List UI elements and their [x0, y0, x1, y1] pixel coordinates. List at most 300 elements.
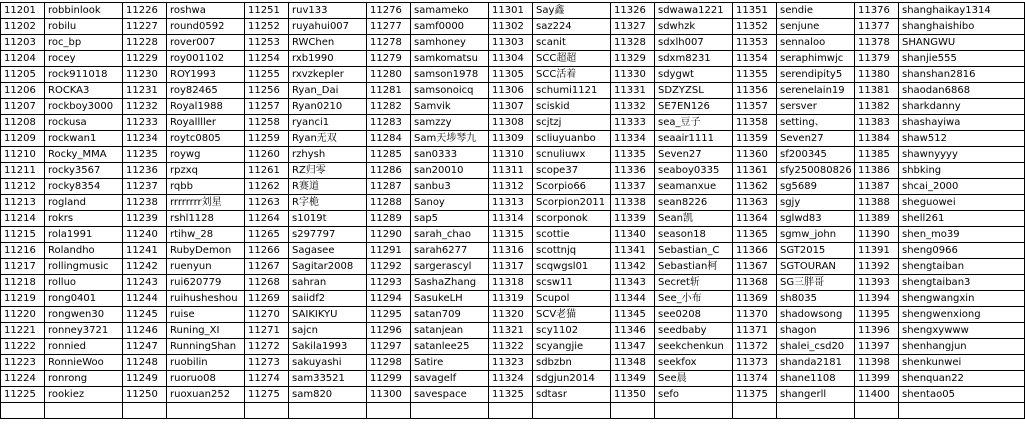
username-cell: s297797 — [289, 227, 367, 243]
username-cell: serenelain19 — [777, 83, 855, 99]
id-cell: 11265 — [245, 227, 289, 243]
username-cell: scope37 — [533, 163, 611, 179]
id-cell: 11302 — [489, 19, 533, 35]
id-cell: 11243 — [123, 275, 167, 291]
username-cell: rockboy3000 — [45, 99, 123, 115]
id-cell: 11399 — [855, 371, 899, 387]
table-row — [1, 291, 1025, 307]
username-cell: Ryan无双 — [289, 131, 367, 147]
username-cell: See晨 — [655, 371, 733, 387]
id-cell: 11248 — [123, 355, 167, 371]
id-cell: 11235 — [123, 147, 167, 163]
username-cell: senjune — [777, 19, 855, 35]
username-cell: Rolandho — [45, 243, 123, 259]
username-cell: sdtasr — [533, 387, 611, 403]
id-cell: 11239 — [123, 211, 167, 227]
table-row — [1, 99, 1025, 115]
username-cell: shane1108 — [777, 371, 855, 387]
username-cell: shadowsong — [777, 307, 855, 323]
username-cell: SCC活着 — [533, 67, 611, 83]
id-cell: 11247 — [123, 339, 167, 355]
id-cell: 11264 — [245, 211, 289, 227]
id-cell: 11241 — [123, 243, 167, 259]
username-cell: ruv133 — [289, 3, 367, 19]
id-cell: 11393 — [855, 275, 899, 291]
id-cell: 11368 — [733, 275, 777, 291]
username-cell: rock911018 — [45, 67, 123, 83]
username-cell: roshwa — [167, 3, 245, 19]
id-cell: 11226 — [123, 3, 167, 19]
id-cell: 11345 — [611, 307, 655, 323]
username-cell: Scorpion2011 — [533, 195, 611, 211]
id-cell: 11323 — [489, 355, 533, 371]
id-cell: 11252 — [245, 19, 289, 35]
id-cell: 11267 — [245, 259, 289, 275]
table-row — [1, 323, 1025, 339]
username-cell: scy1102 — [533, 323, 611, 339]
id-cell: 11398 — [855, 355, 899, 371]
id-cell: 11244 — [123, 291, 167, 307]
username-cell: rockusa — [45, 115, 123, 131]
username-cell: shell261 — [899, 211, 1025, 227]
table-row — [1, 147, 1025, 163]
username-cell: seekchenkun — [655, 339, 733, 355]
username-cell: SCC超超 — [533, 51, 611, 67]
id-cell: 11225 — [1, 387, 45, 403]
id-cell: 11246 — [123, 323, 167, 339]
username-cell: scyangjie — [533, 339, 611, 355]
username-cell: shashayiwa — [899, 115, 1025, 131]
username-cell: Sam天埗琴九 — [411, 131, 489, 147]
id-cell: 11257 — [245, 99, 289, 115]
empty-cell — [533, 403, 611, 419]
username-cell: Sean凯 — [655, 211, 733, 227]
username-cell: shcai_2000 — [899, 179, 1025, 195]
id-cell: 11256 — [245, 83, 289, 99]
username-cell: ronnied — [45, 339, 123, 355]
id-cell: 11299 — [367, 371, 411, 387]
username-cell: scqwgsl01 — [533, 259, 611, 275]
id-cell: 11320 — [489, 307, 533, 323]
username-cell: SashaZhang — [411, 275, 489, 291]
id-cell: 11269 — [245, 291, 289, 307]
id-cell: 11322 — [489, 339, 533, 355]
username-cell: rokrs — [45, 211, 123, 227]
id-cell: 11230 — [123, 67, 167, 83]
username-cell: RunningShan — [167, 339, 245, 355]
username-cell: Seven27 — [655, 147, 733, 163]
id-cell: 11282 — [367, 99, 411, 115]
username-cell: shentao05 — [899, 387, 1025, 403]
table-row — [1, 19, 1025, 35]
id-cell: 11270 — [245, 307, 289, 323]
username-cell: sdwhzk — [655, 19, 733, 35]
username-cell: rola1991 — [45, 227, 123, 243]
username-cell: samkomatsu — [411, 51, 489, 67]
id-cell: 11364 — [733, 211, 777, 227]
id-cell: 11281 — [367, 83, 411, 99]
username-cell: sam820 — [289, 387, 367, 403]
username-cell: sglwd83 — [777, 211, 855, 227]
username-cell: sdxlh007 — [655, 35, 733, 51]
username-cell: Secret斩 — [655, 275, 733, 291]
username-cell: rui620779 — [167, 275, 245, 291]
id-cell: 11371 — [733, 323, 777, 339]
username-cell: sh8035 — [777, 291, 855, 307]
id-cell: 11311 — [489, 163, 533, 179]
username-cell: shanghaishibo — [899, 19, 1025, 35]
id-cell: 11326 — [611, 3, 655, 19]
username-cell: season18 — [655, 227, 733, 243]
username-cell: shengxywww — [899, 323, 1025, 339]
id-cell: 11249 — [123, 371, 167, 387]
id-cell: 11385 — [855, 147, 899, 163]
id-cell: 11287 — [367, 179, 411, 195]
id-cell: 11309 — [489, 131, 533, 147]
username-cell: sdbzbn — [533, 355, 611, 371]
id-cell: 11375 — [733, 387, 777, 403]
empty-cell — [245, 403, 289, 419]
username-cell: rtihw_28 — [167, 227, 245, 243]
username-cell: san20010 — [411, 163, 489, 179]
id-cell: 11222 — [1, 339, 45, 355]
username-cell: shbking — [899, 163, 1025, 179]
username-cell: rollingmusic — [45, 259, 123, 275]
username-cell: s1019t — [289, 211, 367, 227]
empty-cell — [411, 403, 489, 419]
username-cell: R赛道 — [289, 179, 367, 195]
id-cell: 11236 — [123, 163, 167, 179]
id-cell: 11217 — [1, 259, 45, 275]
id-cell: 11378 — [855, 35, 899, 51]
id-cell: 11372 — [733, 339, 777, 355]
username-cell: sg5689 — [777, 179, 855, 195]
username-cell: sarah6277 — [411, 243, 489, 259]
username-cell: SAIKIKYU — [289, 307, 367, 323]
table-row — [1, 195, 1025, 211]
id-cell: 11338 — [611, 195, 655, 211]
id-cell: 11348 — [611, 355, 655, 371]
username-cell: rxb1990 — [289, 51, 367, 67]
id-cell: 11280 — [367, 67, 411, 83]
id-cell: 11396 — [855, 323, 899, 339]
username-cell: Royallller — [167, 115, 245, 131]
username-cell: shagon — [777, 323, 855, 339]
username-cell: sciskid — [533, 99, 611, 115]
table-row — [1, 179, 1025, 195]
username-cell: shengtaiban3 — [899, 275, 1025, 291]
username-cell: SGT2015 — [777, 243, 855, 259]
username-cell: robilu — [45, 19, 123, 35]
username-cell: shengwenxiong — [899, 307, 1025, 323]
id-cell: 11213 — [1, 195, 45, 211]
username-cell: samf0000 — [411, 19, 489, 35]
username-cell: shengtaiban — [899, 259, 1025, 275]
id-cell: 11272 — [245, 339, 289, 355]
id-cell: 11314 — [489, 211, 533, 227]
id-cell: 11390 — [855, 227, 899, 243]
id-cell: 11275 — [245, 387, 289, 403]
id-cell: 11255 — [245, 67, 289, 83]
id-cell: 11219 — [1, 291, 45, 307]
id-cell: 11315 — [489, 227, 533, 243]
id-cell: 11327 — [611, 19, 655, 35]
username-cell: rongwen30 — [45, 307, 123, 323]
id-cell: 11307 — [489, 99, 533, 115]
id-cell: 11278 — [367, 35, 411, 51]
id-cell: 11220 — [1, 307, 45, 323]
empty-cell — [855, 403, 899, 419]
id-cell: 11277 — [367, 19, 411, 35]
username-cell: Scupol — [533, 291, 611, 307]
id-cell: 11337 — [611, 179, 655, 195]
username-cell: sharkdanny — [899, 99, 1025, 115]
id-cell: 11229 — [123, 51, 167, 67]
id-cell: 11377 — [855, 19, 899, 35]
username-cell: scanit — [533, 35, 611, 51]
username-cell: seamanxue — [655, 179, 733, 195]
id-cell: 11291 — [367, 243, 411, 259]
username-cell: rqbb — [167, 179, 245, 195]
id-cell: 11335 — [611, 147, 655, 163]
id-cell: 11340 — [611, 227, 655, 243]
id-cell: 11207 — [1, 99, 45, 115]
id-cell: 11347 — [611, 339, 655, 355]
username-cell: see0208 — [655, 307, 733, 323]
table-row — [1, 67, 1025, 83]
username-cell: Scorpio66 — [533, 179, 611, 195]
id-cell: 11350 — [611, 387, 655, 403]
id-cell: 11216 — [1, 243, 45, 259]
username-cell: Sagitar2008 — [289, 259, 367, 275]
username-cell: ronrong — [45, 371, 123, 387]
id-cell: 11231 — [123, 83, 167, 99]
username-cell: round0592 — [167, 19, 245, 35]
username-cell: rockwan1 — [45, 131, 123, 147]
username-cell: shanda2181 — [777, 355, 855, 371]
id-cell: 11203 — [1, 35, 45, 51]
id-cell: 11266 — [245, 243, 289, 259]
id-cell: 11400 — [855, 387, 899, 403]
username-cell: sheguowei — [899, 195, 1025, 211]
id-cell: 11296 — [367, 323, 411, 339]
id-cell: 11210 — [1, 147, 45, 163]
empty-row — [1, 403, 1025, 419]
id-cell: 11204 — [1, 51, 45, 67]
empty-cell — [367, 403, 411, 419]
username-cell: Royal1988 — [167, 99, 245, 115]
username-cell: rocky3567 — [45, 163, 123, 179]
username-cell: SGTOURAN — [777, 259, 855, 275]
username-cell: seraphimwjc — [777, 51, 855, 67]
username-cell: Sebastian_C — [655, 243, 733, 259]
username-cell: Say鑫 — [533, 3, 611, 19]
empty-cell — [899, 403, 1025, 419]
user-id-table — [0, 2, 1025, 419]
username-cell: sea_豆子 — [655, 115, 733, 131]
username-cell: shanjie555 — [899, 51, 1025, 67]
username-cell: sakuyashi — [289, 355, 367, 371]
username-cell: shengwangxin — [899, 291, 1025, 307]
id-cell: 11294 — [367, 291, 411, 307]
id-cell: 11319 — [489, 291, 533, 307]
table-row — [1, 371, 1025, 387]
username-cell: sdwawa1221 — [655, 3, 733, 19]
username-cell: sersver — [777, 99, 855, 115]
username-cell: rocey — [45, 51, 123, 67]
username-cell: sfy250080826 — [777, 163, 855, 179]
id-cell: 11228 — [123, 35, 167, 51]
id-cell: 11356 — [733, 83, 777, 99]
id-cell: 11306 — [489, 83, 533, 99]
id-cell: 11273 — [245, 355, 289, 371]
id-cell: 11325 — [489, 387, 533, 403]
username-cell: ROY1993 — [167, 67, 245, 83]
id-cell: 11344 — [611, 291, 655, 307]
empty-cell — [489, 403, 533, 419]
id-cell: 11324 — [489, 371, 533, 387]
username-cell: roy001102 — [167, 51, 245, 67]
id-cell: 11233 — [123, 115, 167, 131]
username-cell: serendipity5 — [777, 67, 855, 83]
id-cell: 11354 — [733, 51, 777, 67]
id-cell: 11279 — [367, 51, 411, 67]
table-row — [1, 35, 1025, 51]
empty-cell — [289, 403, 367, 419]
username-cell: R字桅 — [289, 195, 367, 211]
username-cell: ruoruo08 — [167, 371, 245, 387]
id-cell: 11211 — [1, 163, 45, 179]
username-cell: rrrrrrrr刘星 — [167, 195, 245, 211]
id-cell: 11258 — [245, 115, 289, 131]
username-cell: ruyahui007 — [289, 19, 367, 35]
id-cell: 11305 — [489, 67, 533, 83]
id-cell: 11212 — [1, 179, 45, 195]
id-cell: 11388 — [855, 195, 899, 211]
table-row — [1, 163, 1025, 179]
id-cell: 11376 — [855, 3, 899, 19]
id-cell: 11304 — [489, 51, 533, 67]
username-cell: sefo — [655, 387, 733, 403]
username-cell: rxvzkepler — [289, 67, 367, 83]
username-cell: ruise — [167, 307, 245, 323]
username-cell: sdgjun2014 — [533, 371, 611, 387]
username-cell: ROCKA3 — [45, 83, 123, 99]
id-cell: 11297 — [367, 339, 411, 355]
id-cell: 11313 — [489, 195, 533, 211]
id-cell: 11276 — [367, 3, 411, 19]
table-row — [1, 227, 1025, 243]
username-cell: sgmw_john — [777, 227, 855, 243]
id-cell: 11260 — [245, 147, 289, 163]
id-cell: 11298 — [367, 355, 411, 371]
username-cell: SDZYZSL — [655, 83, 733, 99]
username-cell: RWChen — [289, 35, 367, 51]
id-cell: 11370 — [733, 307, 777, 323]
username-cell: roytc0805 — [167, 131, 245, 147]
id-cell: 11351 — [733, 3, 777, 19]
username-cell: sanbu3 — [411, 179, 489, 195]
username-cell: Runing_XI — [167, 323, 245, 339]
username-cell: Sanoy — [411, 195, 489, 211]
username-cell: san0333 — [411, 147, 489, 163]
id-cell: 11223 — [1, 355, 45, 371]
id-cell: 11318 — [489, 275, 533, 291]
username-cell: rogland — [45, 195, 123, 211]
id-cell: 11394 — [855, 291, 899, 307]
username-cell: SE7EN126 — [655, 99, 733, 115]
id-cell: 11352 — [733, 19, 777, 35]
id-cell: 11242 — [123, 259, 167, 275]
empty-cell — [123, 403, 167, 419]
table-row — [1, 83, 1025, 99]
id-cell: 11215 — [1, 227, 45, 243]
id-cell: 11339 — [611, 211, 655, 227]
username-cell: SHANGWU — [899, 35, 1025, 51]
id-cell: 11295 — [367, 307, 411, 323]
id-cell: 11300 — [367, 387, 411, 403]
username-cell: rpzxq — [167, 163, 245, 179]
id-cell: 11292 — [367, 259, 411, 275]
username-cell: saiidf2 — [289, 291, 367, 307]
id-cell: 11271 — [245, 323, 289, 339]
username-cell: savespace — [411, 387, 489, 403]
id-cell: 11285 — [367, 147, 411, 163]
username-cell: sap5 — [411, 211, 489, 227]
username-cell: Seven27 — [777, 131, 855, 147]
username-cell: Sagasee — [289, 243, 367, 259]
table-row — [1, 307, 1025, 323]
username-cell: rzhysh — [289, 147, 367, 163]
empty-cell — [655, 403, 733, 419]
username-cell: satanjean — [411, 323, 489, 339]
id-cell: 11374 — [733, 371, 777, 387]
username-cell: sgjy — [777, 195, 855, 211]
id-cell: 11240 — [123, 227, 167, 243]
id-cell: 11274 — [245, 371, 289, 387]
id-cell: 11268 — [245, 275, 289, 291]
username-cell: scottnjq — [533, 243, 611, 259]
username-cell: rookiez — [45, 387, 123, 403]
id-cell: 11288 — [367, 195, 411, 211]
username-cell: sheng0966 — [899, 243, 1025, 259]
username-cell: Ryan_Dai — [289, 83, 367, 99]
username-cell: sean8226 — [655, 195, 733, 211]
id-cell: 11317 — [489, 259, 533, 275]
id-cell: 11208 — [1, 115, 45, 131]
id-cell: 11332 — [611, 99, 655, 115]
id-cell: 11218 — [1, 275, 45, 291]
username-cell: roy82465 — [167, 83, 245, 99]
username-cell: satanlee25 — [411, 339, 489, 355]
id-cell: 11234 — [123, 131, 167, 147]
empty-cell — [167, 403, 245, 419]
id-cell: 11342 — [611, 259, 655, 275]
id-cell: 11353 — [733, 35, 777, 51]
id-cell: 11395 — [855, 307, 899, 323]
username-cell: Samvik — [411, 99, 489, 115]
empty-cell — [1, 403, 45, 419]
username-cell: saz224 — [533, 19, 611, 35]
id-cell: 11250 — [123, 387, 167, 403]
id-cell: 11209 — [1, 131, 45, 147]
id-cell: 11232 — [123, 99, 167, 115]
id-cell: 11245 — [123, 307, 167, 323]
username-cell: shenkunwei — [899, 355, 1025, 371]
username-cell: RonnieWoo — [45, 355, 123, 371]
id-cell: 11316 — [489, 243, 533, 259]
table-row — [1, 355, 1025, 371]
